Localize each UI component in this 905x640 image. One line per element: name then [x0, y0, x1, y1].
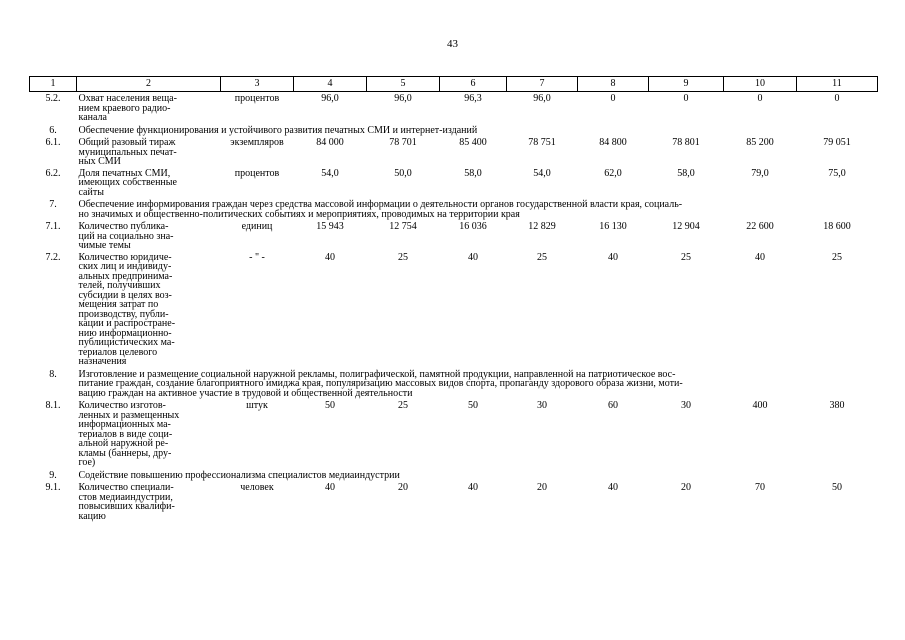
indicator-value: 40 [325, 251, 335, 263]
column-number-cell: 3 [221, 77, 294, 92]
section-code: 6. [49, 124, 57, 136]
indicator-value: 50 [325, 400, 335, 411]
indicator-value: 30 [681, 400, 691, 411]
indicator-code: 8.1. [45, 400, 61, 411]
indicator-value: 84 000 [316, 137, 344, 148]
indicator-value: 40 [608, 251, 618, 263]
indicator-row [30, 167, 878, 198]
indicator-unit: процентов [234, 93, 280, 104]
indicator-value: 84 800 [599, 137, 627, 148]
indicator-label: Доля печатных СМИ, имеющих собственные сайты [78, 167, 177, 198]
indicator-value: 25 [398, 251, 408, 263]
indicator-value: 25 [398, 400, 408, 411]
indicator-unit: - " - [249, 251, 265, 263]
indicator-value: 20 [681, 482, 691, 493]
indicator-value: 12 904 [672, 221, 700, 232]
indicator-value: 30 [537, 400, 547, 411]
indicator-row [30, 92, 878, 123]
indicator-value: 25 [832, 251, 842, 263]
indicator-value: 16 036 [459, 221, 487, 232]
indicator-value: 380 [829, 400, 845, 411]
indicator-value: 50,0 [394, 167, 412, 179]
indicator-value: 79,0 [751, 167, 769, 179]
section-row [30, 197, 878, 220]
indicator-value: 79 051 [823, 137, 851, 148]
column-number-cell: 6 [440, 77, 507, 92]
indicator-value: 40 [468, 251, 478, 263]
section-row [30, 123, 878, 137]
indicator-value: 58,0 [677, 167, 695, 179]
indicator-value: 78 751 [528, 137, 556, 148]
section-code: 7. [49, 199, 57, 210]
indicator-value: 22 600 [746, 221, 774, 232]
indicator-value: 96,0 [533, 93, 551, 104]
indicator-row [30, 220, 878, 251]
indicator-unit: экземпляров [230, 137, 284, 148]
indicator-value: 0 [834, 93, 840, 104]
section-title: Содействие повышению профессионализма специалистов медиаиндустрии [78, 469, 400, 481]
indicator-value: 0 [757, 93, 763, 104]
column-number-cell: 2 [77, 77, 221, 92]
section-row [30, 468, 878, 482]
indicator-code: 9.1. [45, 482, 61, 493]
indicator-value: 20 [537, 482, 547, 493]
indicator-code: 7.1. [45, 221, 61, 232]
indicator-label: Количество специали- стов медиаиндустрии, повысивших квалифи- кацию [78, 482, 175, 522]
column-number-cell: 8 [578, 77, 649, 92]
column-number-cell: 7 [507, 77, 578, 92]
indicator-value: 78 701 [389, 137, 417, 148]
indicator-value: 54,0 [321, 167, 339, 179]
indicator-value: 70 [755, 482, 765, 493]
indicator-value: 18 600 [823, 221, 851, 232]
section-title: Обеспечение информирования граждан через средства массовой информации о деятельности органов государственной власти края, социаль- но значимых и общественно-политических событиях и мероприятиях, проводимых на территории края [78, 199, 683, 220]
indicator-code: 5.2. [45, 93, 61, 104]
indicator-value: 40 [325, 482, 335, 493]
section-title: Изготовление и размещение социальной наружной рекламы, полиграфической, памятной продукции, направленной на патриотическое вос- питание граждан, создание благоприятного имиджа края, популяризацию массовых видов спорта, пропаганду здорового образа жизни, моти- вацию граждан на активное участие в трудовой и общественной деятельности [78, 368, 683, 399]
indicator-value: 0 [683, 93, 689, 104]
indicator-label: Количество юридиче- ских лиц и индивиду- альных предпринима- телей, получивших субсидии в целях воз- мещения затрат по производству, публи- кации и распростране- нию информационно- публицистических ма- териалов целевого назначения [78, 251, 176, 367]
column-number-row [30, 77, 878, 92]
section-title: Обеспечение функционирования и устойчивого развития печатных СМИ и интернет-изданий [78, 124, 478, 136]
column-number-cell: 1 [30, 77, 77, 92]
indicator-value: 78 801 [672, 137, 700, 148]
indicator-value: 60 [608, 400, 618, 411]
indicator-unit: человек [240, 482, 274, 493]
indicator-value: 54,0 [533, 167, 551, 179]
indicator-unit: единиц [241, 221, 273, 232]
indicator-row [30, 251, 878, 367]
indicator-unit: штук [246, 400, 268, 411]
indicator-label: Количество изготов- ленных и размещенных информационных ма- териалов в виде соци- альной наружной ре- кламы (баннеры, дру- гое) [78, 400, 180, 468]
indicator-row [30, 136, 878, 167]
indicator-value: 75,0 [828, 167, 846, 179]
indicator-value: 0 [610, 93, 616, 104]
indicator-value: 62,0 [604, 167, 622, 179]
indicator-value: 400 [752, 400, 768, 411]
indicator-value: 15 943 [316, 221, 344, 232]
indicator-value: 50 [468, 400, 478, 411]
indicator-value: 12 829 [528, 221, 556, 232]
indicator-value: 12 754 [389, 221, 417, 232]
indicator-code: 6.1. [45, 137, 61, 148]
indicator-row [30, 481, 878, 521]
indicators-table [29, 76, 878, 521]
column-number-cell: 10 [724, 77, 797, 92]
indicator-value: 96,0 [321, 93, 339, 104]
indicator-value: 25 [681, 251, 691, 263]
indicator-value: 16 130 [599, 221, 627, 232]
indicator-label: Охват населения веща- нием краевого радио- канала [78, 93, 177, 123]
indicator-value: 40 [755, 251, 765, 263]
indicator-value: 85 200 [746, 137, 774, 148]
indicator-value: 25 [537, 251, 547, 263]
indicator-value: 40 [608, 482, 618, 493]
page-number: 43 [447, 38, 458, 50]
column-number-cell: 4 [294, 77, 367, 92]
column-number-cell: 9 [649, 77, 724, 92]
indicator-row [30, 399, 878, 468]
indicator-label: Общий разовый тираж муниципальных печат- ных СМИ [78, 137, 177, 167]
indicator-value: 96,0 [394, 93, 412, 104]
indicator-code: 7.2. [45, 251, 61, 263]
indicator-value: 50 [832, 482, 842, 493]
column-number-cell: 5 [367, 77, 440, 92]
section-row [30, 367, 878, 400]
section-code: 8. [49, 368, 57, 380]
indicator-value: 96,3 [464, 93, 482, 104]
indicator-value: 40 [468, 482, 478, 493]
indicator-value: 58,0 [464, 167, 482, 179]
column-number-cell: 11 [797, 77, 878, 92]
indicator-unit: процентов [234, 167, 280, 179]
section-code: 9. [49, 469, 57, 481]
indicator-code: 6.2. [45, 167, 61, 179]
indicator-value: 85 400 [459, 137, 487, 148]
indicator-value: 20 [398, 482, 408, 493]
indicator-label: Количество публика- ций на социально зна- чимые темы [78, 221, 174, 251]
